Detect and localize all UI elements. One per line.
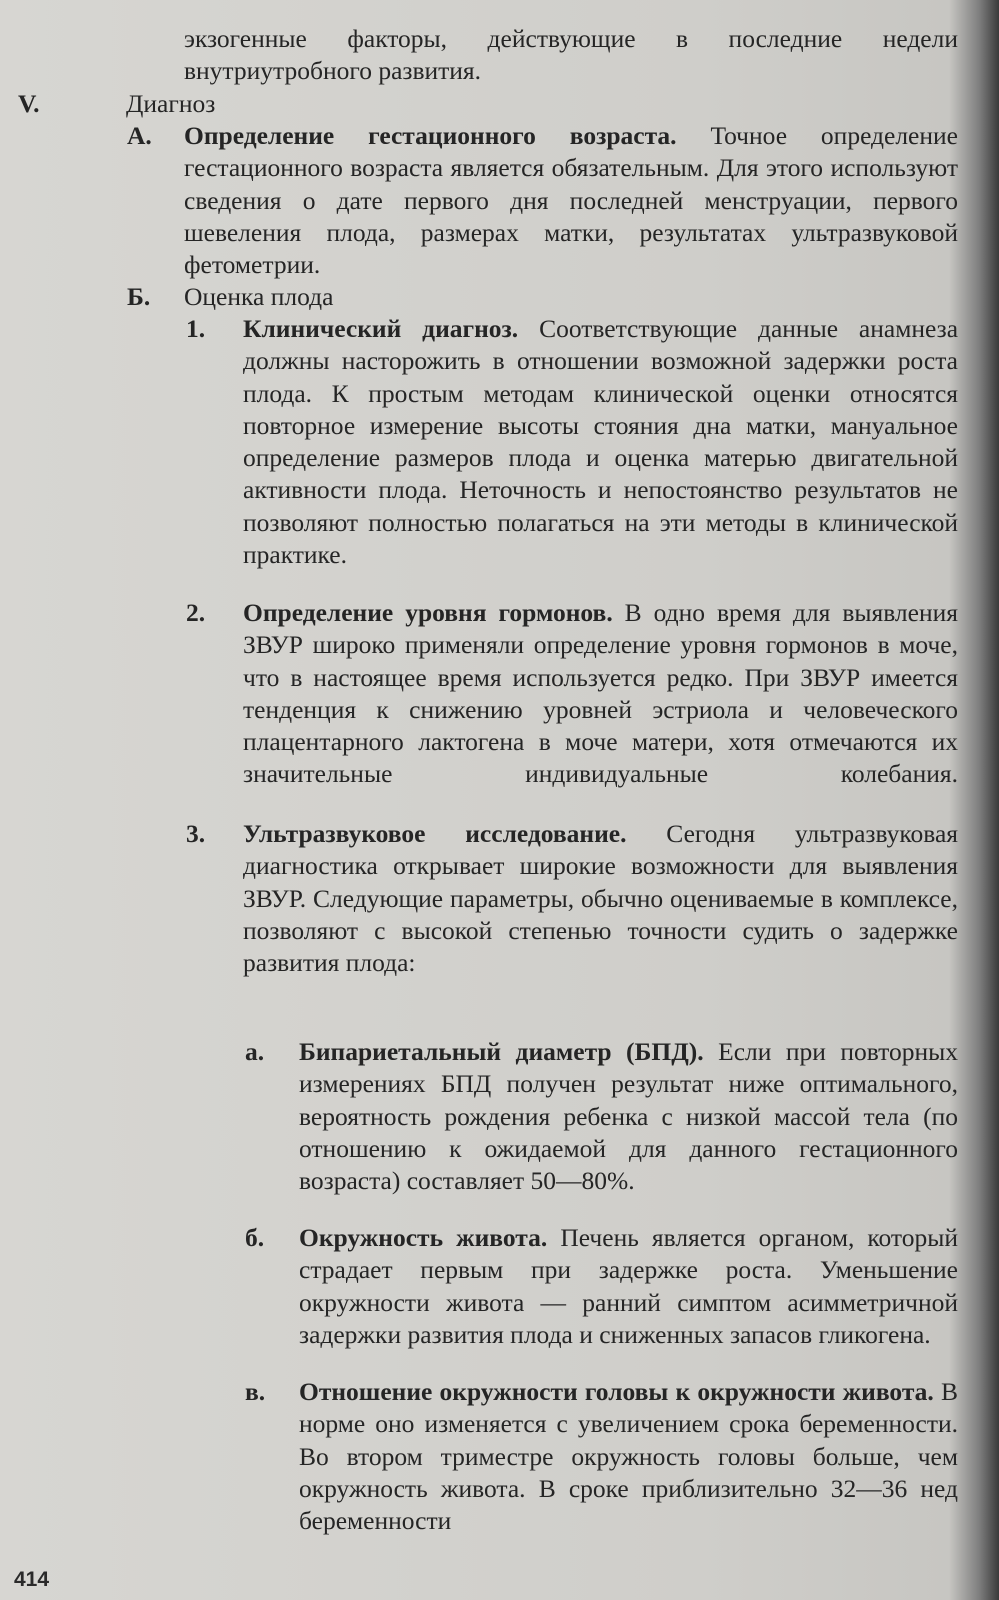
subitem-a-heading: Бипариетальный диаметр (БПД). bbox=[299, 1037, 704, 1066]
subitem-c-heading: Отношение окружности головы к окружности живота. bbox=[299, 1377, 934, 1406]
subitem-c-paragraph bbox=[299, 1376, 958, 1537]
subsection-b-title-text: Оценка плода bbox=[184, 282, 334, 311]
item-1-heading: Клинический диагноз. bbox=[243, 314, 519, 343]
subitem-a-text: Если при повторных измерениях БПД получен результат ниже оптимального, вероятность рождения ребенка с низкой массой тела (по отношению к ожидаемой для данного гестационного возраста) составляет 50—80%. bbox=[299, 1037, 958, 1196]
intro-paragraph bbox=[184, 23, 958, 88]
section-label: V. bbox=[18, 89, 40, 118]
subitem-b-paragraph bbox=[299, 1222, 958, 1351]
item-1-paragraph bbox=[243, 313, 958, 571]
intro-text: экзогенные факторы, действующие в последние недели внутриутробного развития. bbox=[184, 24, 958, 86]
subitem-b-label: б. bbox=[245, 1223, 265, 1252]
item-3-text: Сегодня ультразвуковая диагностика открывает широкие возможности для выявления ЗВУР. Следующие параметры, обычно оцениваемые в комплексе, позволяют с высокой степенью точности судить о задержке развития плода: bbox=[243, 819, 958, 978]
subsection-b-title bbox=[184, 281, 884, 313]
item-3-heading: Ультразвуковое исследование. bbox=[243, 819, 627, 848]
item-1-label: 1. bbox=[186, 314, 206, 343]
item-2-text: В одно время для выявления ЗВУР широко применяли определение уровня гормонов в моче, что в настоящее время используется редко. При ЗВУР имеется тенденция к снижению уровней эстриола и человеческого плацентарного лактогена в моче матери, хотя отмечаются их значительные индивидуальные колебания. bbox=[243, 598, 958, 789]
item-2-paragraph bbox=[243, 597, 958, 791]
subitem-a-paragraph bbox=[299, 1036, 958, 1197]
item-2-label: 2. bbox=[186, 598, 206, 627]
subsection-b-label: Б. bbox=[127, 282, 151, 311]
subitem-c-label: в. bbox=[245, 1377, 266, 1406]
item-3-label: 3. bbox=[186, 819, 206, 848]
subsection-a-label: А. bbox=[127, 121, 152, 150]
section-title bbox=[126, 88, 826, 120]
item-3-paragraph bbox=[243, 818, 958, 979]
item-1-text: Соответствующие данные анамнеза должны насторожить в отношении возможной задержки роста плода. К простым методам клинической оценки относятся повторное измерение высоты стояния дна матки, мануальное определение размеров плода и оценка матерью двигательной активности плода. Неточность и непостоянство результатов не позволяют полностью полагаться на эти методы в клинической практике. bbox=[243, 314, 959, 570]
subsection-a-heading: Определение гестационного возраста. bbox=[184, 121, 677, 150]
item-2-heading: Определение уровня гормонов. bbox=[243, 598, 613, 627]
subitem-b-text: Печень является органом, который страдает первым при задержке роста. Уменьшение окружности живота — ранний симптом асимметричной задержки развития плода и сниженных запасов гликогена. bbox=[299, 1223, 959, 1349]
subitem-a-label: а. bbox=[245, 1037, 265, 1066]
subitem-b-heading: Окружность живота. bbox=[299, 1223, 548, 1252]
subsection-a-paragraph bbox=[184, 120, 958, 281]
page-number: 414 bbox=[14, 1568, 50, 1591]
subsection-a-text: Точное определение гестационного возраста является обязательным. Для этого используют сведения о дате первого дня последней менструации, первого шевеления плода, размерах матки, результатах ультразвуковой фетометрии. bbox=[184, 121, 958, 280]
subitem-c-text: В норме оно изменяется с увеличением срока беременности. Во втором триместре окружность головы больше, чем окружность живота. В сроке приблизительно 32—36 нед беременности bbox=[299, 1377, 958, 1536]
section-title-text: Диагноз bbox=[126, 89, 216, 118]
